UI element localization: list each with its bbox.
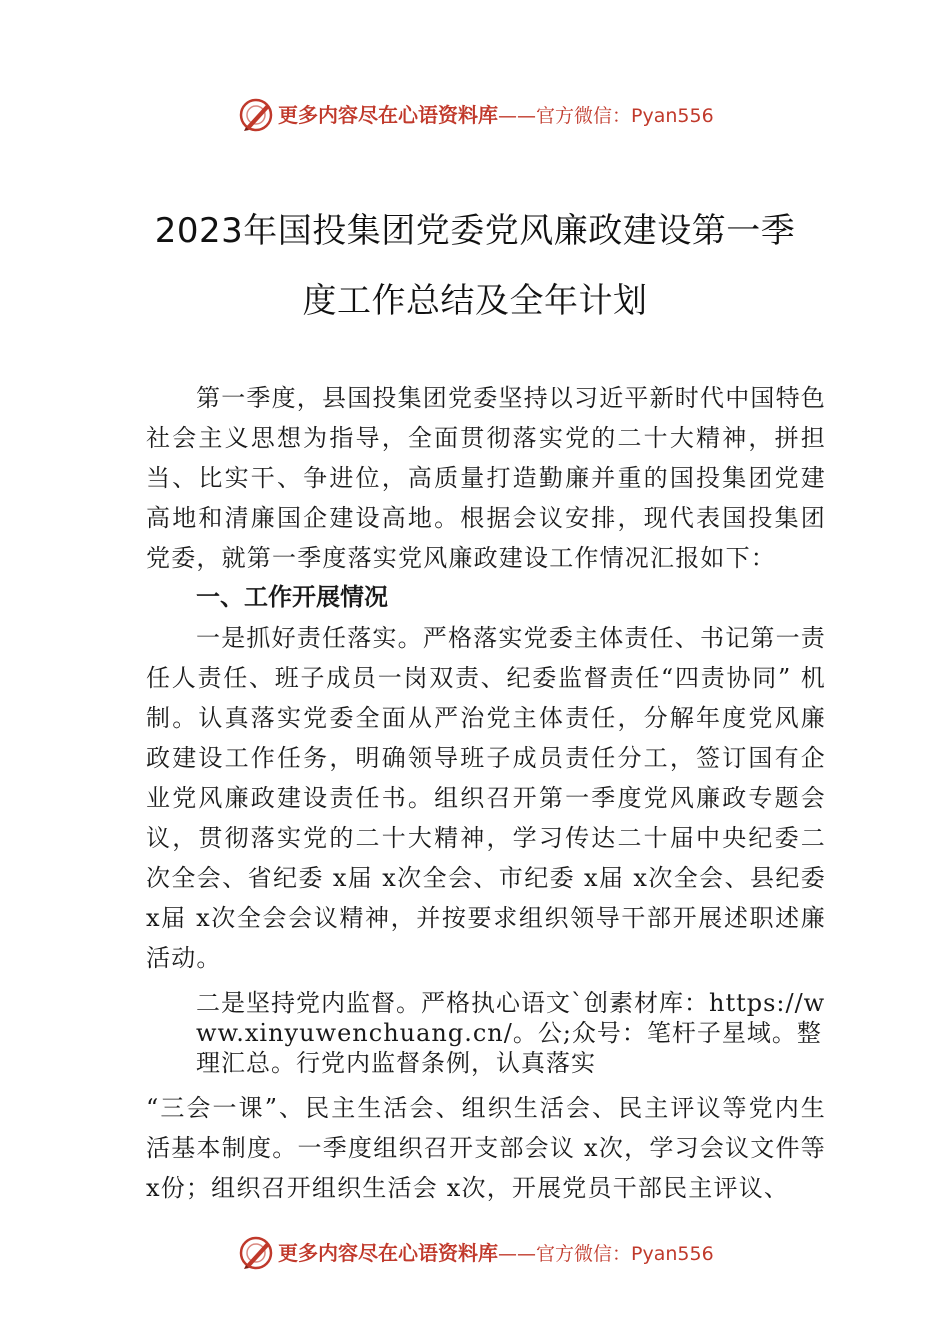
section-heading: 一、工作开展情况 [196,583,388,611]
pen-logo-icon [238,1235,274,1271]
document-title-line2: 度工作总结及全年计划 [302,281,648,321]
pen-logo-icon [238,97,274,133]
banner-dash: —— [498,105,536,127]
banner-wechat-text: 官方微信：Pyan556 [536,1243,714,1265]
body-paragraph-2-lead: 二是坚持党内监督。严格执心语文`创素材库：https://www.xinyuwenchuang.cn/。公;众号：笔杆子星域。整理汇总。行党内监督条例，认真落实 [196,989,826,1077]
document-title-line1: 2023年国投集团党委党风廉政建设第一季 [154,211,796,251]
body-paragraph-2-continued: “三会一课”、民主生活会、组织生活会、民主评议等党内生活基本制度。一季度组织召开支部会议 x次，学习会议文件等 x份；组织召开组织生活会 x次，开展党员干部民主评议、 [146,1094,826,1202]
banner-main-text: 更多内容尽在心语资料库 [278,103,498,127]
header-banner [0,95,950,135]
body-paragraph-1: 一是抓好责任落实。严格落实党委主体责任、书记第一责任人责任、班子成员一岗双责、纪委监督责任“四责协同” 机制。认真落实党委全面从严治党主体责任，分解年度党风廉政建设工作任务，明确领导班子成员责任分工，签订国有企业党风廉政建设责任书。组织召开第一季度党风廉政专题会议，贯彻落实党的二十大精神，学习传达二十届中央纪委二次全会、省纪委 x届 x次全会、市纪委 x届 x次全会、县纪委 x届 x次全会会议精神，并按要求组织领导干部开展述职述廉活动。 [146,624,826,972]
banner-wechat-text: 官方微信：Pyan556 [536,105,714,127]
banner-main-text: 更多内容尽在心语资料库 [278,1241,498,1265]
banner-dash: —— [498,1243,536,1265]
footer-banner [0,1233,950,1273]
intro-paragraph: 第一季度，县国投集团党委坚持以习近平新时代中国特色社会主义思想为指导，全面贯彻落实党的二十大精神，拼担当、比实干、争进位，高质量打造勤廉并重的国投集团党建高地和清廉国企建设高地。根据会议安排，现代表国投集团党委，就第一季度落实党风廉政建设工作情况汇报如下： [146,384,826,572]
